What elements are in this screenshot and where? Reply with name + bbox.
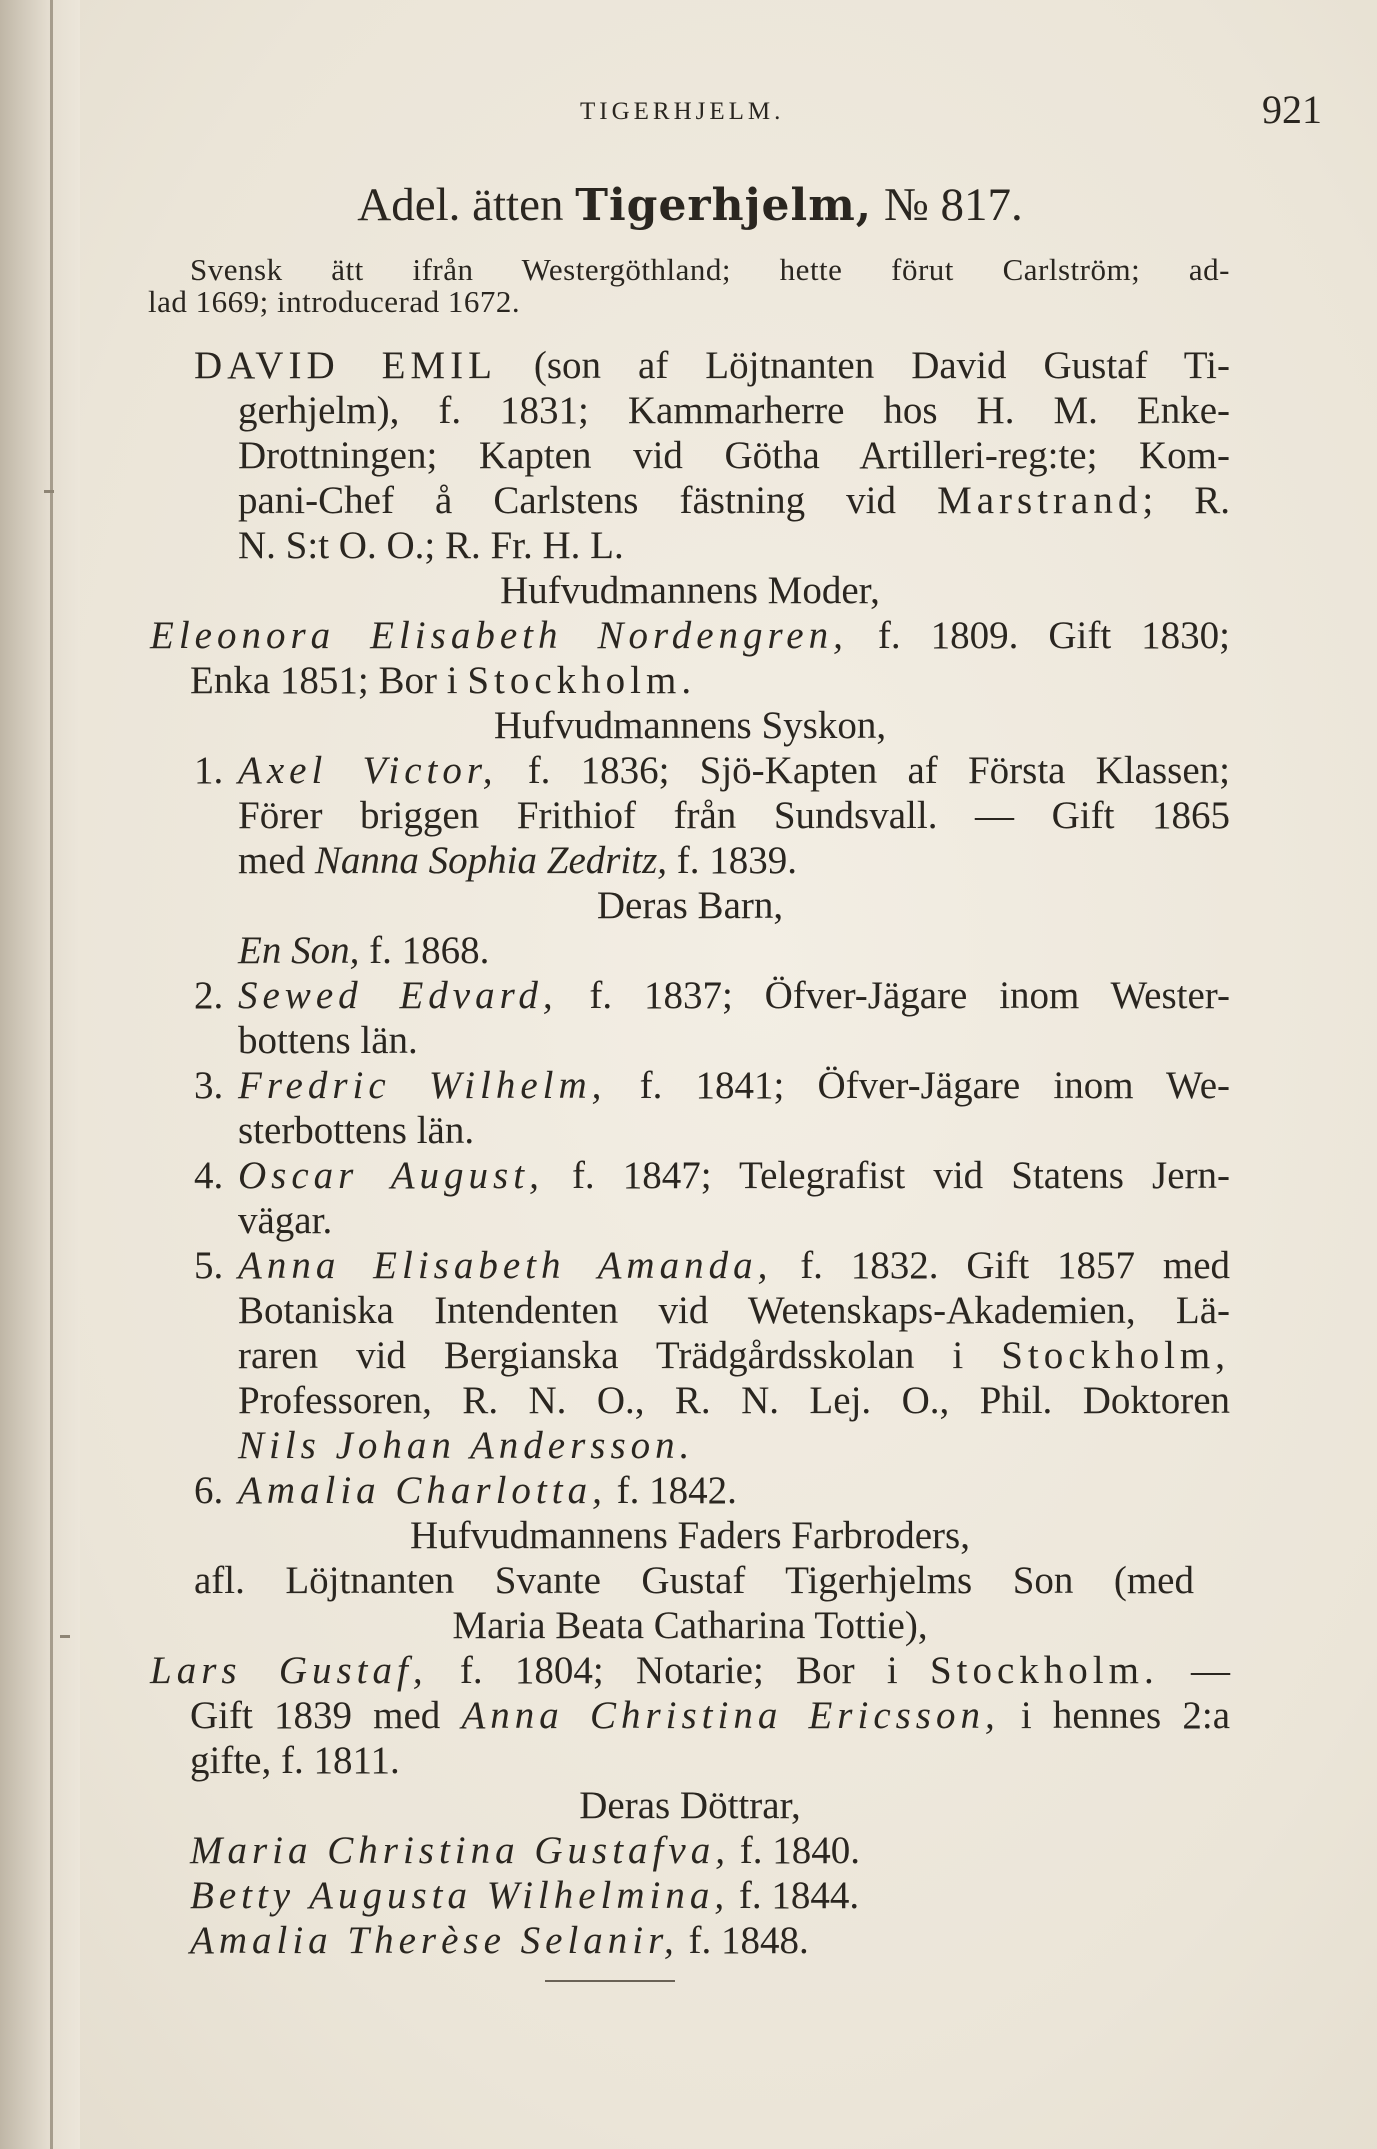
- head-line-2: gerhjelm), f. 1831; Kammarherre hos H. M. Enke-: [238, 389, 1230, 432]
- intro-line-2: lad 1669; introducerad 1672.: [148, 284, 521, 319]
- sibling-2-line-1: 2. Sewed Edvard, f. 1837; Öfver-Jägare inom Wester-: [194, 974, 1230, 1017]
- sibling-6-line-1: 6. Amalia Charlotta, f. 1842.: [194, 1469, 737, 1512]
- sibling-5-line-3: raren vid Bergianska Trädgårdsskolan i Stockholm,: [238, 1334, 1230, 1377]
- mother-heading: Hufvudmannens Moder,: [500, 569, 880, 612]
- uncle-line-1: afl. Löjtnanten Svante Gustaf Tigerhjelms Son (med: [194, 1559, 1194, 1602]
- intro-line-1: Svensk ätt ifrån Westergöthland; hette förut Carlström; ad-: [190, 252, 1230, 287]
- uncle-line-2: Maria Beata Catharina Tottie),: [452, 1604, 928, 1647]
- children-heading: Deras Barn,: [596, 884, 784, 927]
- head-name: DAVID EMIL: [194, 344, 497, 387]
- family-number: № 817.: [883, 179, 1023, 231]
- place-name: Stockholm,: [1001, 1334, 1230, 1377]
- head-line-1: DAVID EMIL (son af Löjtnanten David Gustaf Ti-: [194, 344, 1230, 387]
- mother-line-2: Enka 1851; Bor i Stockholm.: [190, 659, 697, 702]
- wife-name: Anna Christina Ericsson,: [461, 1694, 1000, 1737]
- sibling-5-line-4: Professoren, R. N. O., R. N. Lej. O., Phil. Doktoren: [238, 1379, 1230, 1422]
- binding-mark: [44, 490, 54, 493]
- sibling-4-line-1: 4. Oscar August, f. 1847; Telegrafist vid Statens Jern-: [194, 1154, 1230, 1197]
- child-name: En Son,: [238, 929, 360, 972]
- sibling-3-line-2: sterbottens län.: [238, 1109, 475, 1152]
- mother-line-1: Eleonora Elisabeth Nordengren, f. 1809. Gift 1830;: [150, 614, 1230, 657]
- page-gutter: [0, 0, 80, 2149]
- sibling-name: Anna Elisabeth Amanda,: [238, 1244, 773, 1287]
- sibling-name: Oscar August,: [238, 1154, 544, 1197]
- uncle-line-4: Gift 1839 med Anna Christina Ericsson, i hennes 2:a: [190, 1694, 1231, 1737]
- sibling-1-line-2: Förer briggen Frithiof från Sundsvall. — Gift 1865: [238, 794, 1230, 837]
- running-head: TIGERHJELM.: [580, 98, 785, 125]
- sibling-name: Fredric Wilhelm,: [238, 1064, 607, 1107]
- sibling-name: Axel Victor,: [238, 749, 498, 792]
- sibling-name: Amalia Charlotta,: [238, 1469, 607, 1512]
- daughter-line: Amalia Therèse Selanir, f. 1848.: [190, 1919, 809, 1962]
- child-line: En Son, f. 1868.: [238, 929, 490, 972]
- spouse-name: Nanna Sophia Zedritz,: [314, 839, 668, 882]
- daughter-line: Betty Augusta Wilhelmina, f. 1844.: [190, 1874, 860, 1917]
- sibling-5-line-2: Botaniska Intendenten vid Wetenskaps-Akademien, Lä-: [238, 1289, 1230, 1332]
- daughter-name: Betty Augusta Wilhelmina,: [190, 1874, 730, 1917]
- head-line-4: pani-Chef å Carlstens fästning vid Marstrand; R.: [238, 479, 1230, 522]
- head-line-3: Drottningen; Kapten vid Götha Artilleri-reg:te; Kom-: [238, 434, 1230, 477]
- head-line-5: N. S:t O. O.; R. Fr. H. L.: [238, 524, 624, 567]
- sibling-name: Sewed Edvard,: [238, 974, 558, 1017]
- sibling-1-line-1: 1. Axel Victor, f. 1836; Sjö-Kapten af Första Klassen;: [194, 749, 1230, 792]
- page-number: 921: [1262, 87, 1322, 132]
- daughters-heading: Deras Döttrar,: [579, 1784, 801, 1827]
- sibling-1-line-3: med Nanna Sophia Zedritz, f. 1839.: [238, 839, 798, 882]
- sibling-5-line-1: 5. Anna Elisabeth Amanda, f. 1832. Gift 1857 med: [194, 1244, 1231, 1287]
- end-rule: [545, 1980, 675, 1982]
- mother-name: Eleonora Elisabeth Nordengren,: [150, 614, 848, 657]
- place-name: Stockholm.: [467, 659, 697, 702]
- uncle-heading: Hufvudmannens Faders Farbroders,: [410, 1514, 970, 1557]
- spouse-name: Nils Johan Andersson.: [238, 1424, 695, 1467]
- page-title: [150, 178, 1230, 232]
- person-name: Lars Gustaf,: [150, 1649, 428, 1692]
- uncle-line-3: Lars Gustaf, f. 1804; Notarie; Bor i Stockholm. —: [150, 1649, 1231, 1692]
- sibling-4-line-2: vägar.: [238, 1199, 333, 1242]
- siblings-heading: Hufvudmannens Syskon,: [493, 704, 887, 747]
- daughter-line: Maria Christina Gustafva, f. 1840.: [190, 1829, 860, 1872]
- place-name: Stockholm.: [929, 1649, 1159, 1692]
- daughter-name: Maria Christina Gustafva,: [190, 1829, 730, 1872]
- sibling-3-line-1: 3. Fredric Wilhelm, f. 1841; Öfver-Jägare inom We-: [194, 1064, 1230, 1107]
- place-name: Marstrand: [937, 479, 1143, 522]
- family-name: Tigerhjelm,: [575, 180, 873, 231]
- binding-mark: [60, 1635, 70, 1638]
- binding-edge: [50, 0, 53, 2149]
- title-prefix: Adel. ätten: [357, 179, 564, 231]
- daughter-name: Amalia Therèse Selanir,: [190, 1919, 679, 1962]
- uncle-line-5: gifte, f. 1811.: [190, 1739, 400, 1782]
- sibling-2-line-2: bottens län.: [238, 1019, 418, 1062]
